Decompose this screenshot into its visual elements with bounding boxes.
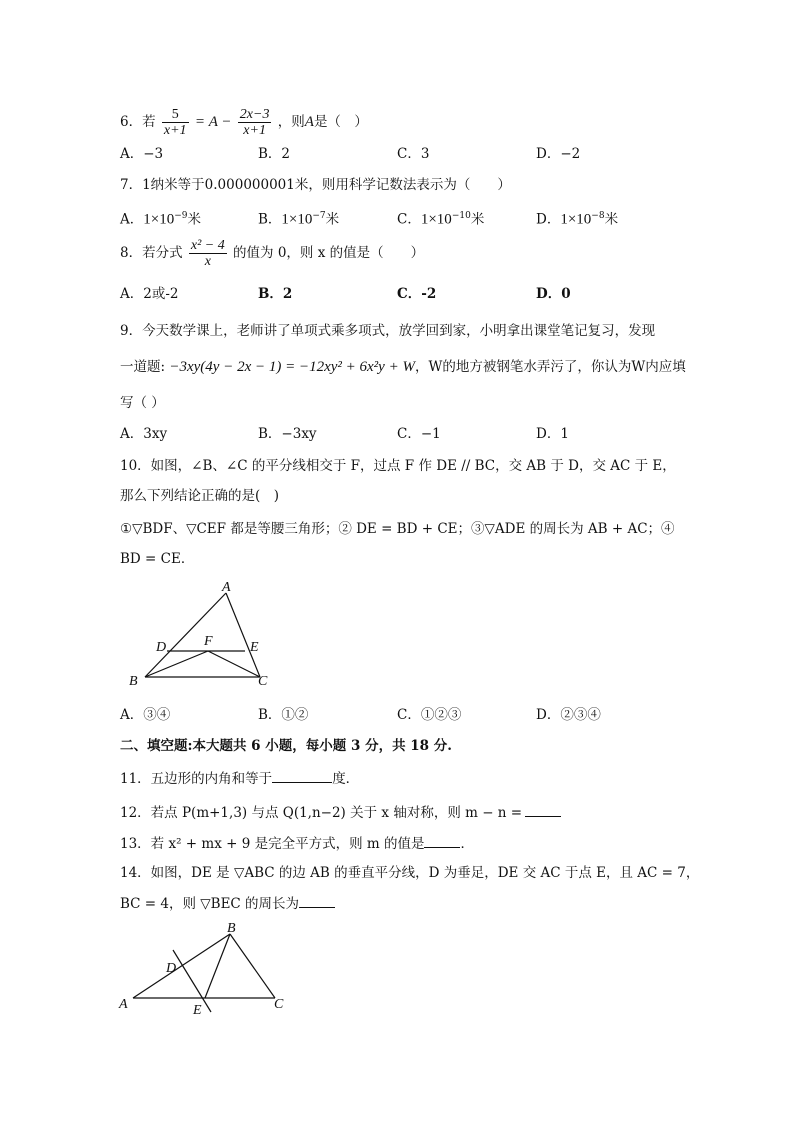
q9-option-a[interactable]: A．3xy (120, 426, 168, 442)
q10-option-d[interactable]: D．②③④ (536, 707, 601, 723)
q6-stem: 6．若 $\frac{5}{x+1}$ = A − $\frac{2x-3}{x+1}$ ，则A是（ ） (120, 107, 368, 138)
q9-line3: 写（ ） (120, 395, 165, 411)
q6-prefix: 6．若 (120, 114, 156, 130)
q10-line3: ①▽BDF、▽CEF 都是等腰三角形；② DE = BD + CE；③▽ADE 的周长为 AB + AC；④ (120, 521, 675, 537)
q14-answer-blank[interactable] (299, 893, 335, 908)
q6-fraction-1: $\frac{5}{x+1}$ (163, 107, 187, 138)
q6-option-c[interactable]: C．3 (397, 146, 430, 162)
q10-triangle-figure (120, 575, 280, 690)
fig14-label-b: B (227, 921, 236, 936)
q9-option-d[interactable]: D．1 (536, 426, 569, 442)
q13-stem: 13．若 x² + mx + 9 是完全平方式，则 m 的值是 ． (120, 833, 474, 853)
q7-stem: 7．1纳米等于0.000000001米，则用科学记数法表示为（ ） (120, 177, 511, 193)
q8-option-d[interactable]: D．0 (536, 286, 571, 302)
q9-line1: 9．今天数学课上，老师讲了单项式乘多项式，放学回到家，小明拿出课堂笔记复习，发现 (120, 323, 656, 339)
q6-option-a[interactable]: A．−3 (120, 146, 164, 162)
q14-line1: 14．如图，DE 是 ▽ABC 的边 AB 的垂直平分线，D 为垂足，DE 交 AC 于点 E，且 AC = 7， (120, 865, 700, 881)
q8-option-c[interactable]: C．-2 (397, 286, 437, 302)
fig14-label-d: D (166, 961, 177, 976)
q12-answer-blank[interactable] (525, 802, 561, 817)
q9-option-b[interactable]: B．−3xy (258, 426, 317, 442)
q6-fraction-2: $\frac{2x-3}{x+1}$ (239, 107, 270, 138)
q8-stem: 8．若分式 $\frac{\text{x² − 4}}{x}$ 的值为 0，则 x 的值是（ ） (120, 238, 425, 269)
q14-line2: BC = 4，则 ▽BEC 的周长为 (120, 893, 335, 913)
fig10-label-d: D (156, 640, 167, 655)
q8-fraction: $\frac{\text{x² − 4}}{x}$ (190, 238, 225, 269)
q10-option-c[interactable]: C．①②③ (397, 707, 462, 723)
fig14-label-a: A (119, 997, 128, 1012)
q10-line4: BD = CE． (120, 551, 195, 567)
fig10-label-f: F (204, 634, 213, 649)
q8-option-a[interactable]: A．2或-2 (120, 286, 179, 302)
q10-line1: 10．如图，∠B、∠C 的平分线相交于 F，过点 F 作 DE // BC，交 AB 于 D，交 AC 于 E， (120, 458, 676, 474)
fig10-label-c: C (258, 674, 268, 689)
q8-option-b[interactable]: B．2 (258, 286, 293, 302)
fig10-label-a: A (222, 580, 231, 595)
q12-stem: 12．若点 P(m+1,3) 与点 Q(1,n−2) 关于 x 轴对称，则 m − n = (120, 802, 561, 822)
fig14-label-c: C (274, 997, 284, 1012)
section-2-heading: 二、填空题:本大题共 6 小题，每小题 3 分，共 18 分. (120, 738, 452, 754)
q10-option-b[interactable]: B．①② (258, 707, 309, 723)
q9-option-c[interactable]: C．−1 (397, 426, 441, 442)
q7-option-b[interactable]: B．$1\times 10^{-7}$米 (258, 211, 340, 228)
q13-answer-blank[interactable] (424, 833, 460, 848)
q14-triangle-figure (115, 920, 295, 1020)
q11-answer-blank[interactable] (272, 768, 332, 783)
q6-option-b[interactable]: B．2 (258, 146, 291, 162)
fig10-label-b: B (129, 674, 138, 689)
q10-option-a[interactable]: A．③④ (120, 707, 171, 723)
q7-option-c[interactable]: C．$1\times 10^{-10}$米 (397, 211, 485, 228)
q10-line2: 那么下列结论正确的是( ) (120, 488, 280, 504)
fig10-label-e: E (250, 640, 259, 655)
q7-option-a[interactable]: A．$1\times 10^{-9}$米 (120, 211, 201, 228)
q6-option-d[interactable]: D．−2 (536, 146, 581, 162)
q9-expression: −3xy(4y − 2x − 1) = −12xy² + 6x²y + W (169, 359, 415, 375)
q6-mid-expr: = A − (194, 114, 232, 130)
q7-option-d[interactable]: D．$1\times 10^{-8}$米 (536, 211, 619, 228)
q11-stem: 11．五边形的内角和等于 度． (120, 768, 359, 788)
q9-line2: 一道题: −3xy(4y − 2x − 1) = −12xy² + 6x²y + W，W的地方被钢笔水弄污了，你认为W内应填 (120, 359, 686, 375)
fig14-label-e: E (193, 1003, 202, 1018)
